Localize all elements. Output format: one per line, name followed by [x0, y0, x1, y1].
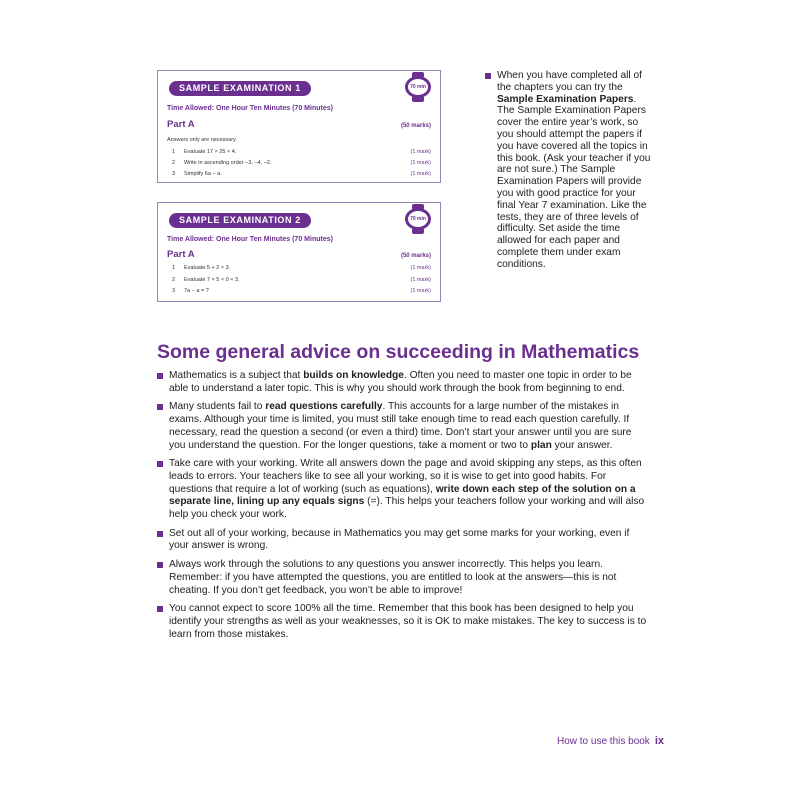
- exam-card-header: [158, 71, 440, 101]
- tip-paragraph: [497, 70, 654, 271]
- question-row: [167, 288, 431, 298]
- answers-note: Answers only are necessary.: [167, 137, 237, 143]
- bullet-icon: [157, 531, 163, 537]
- question-text: Simplify 6a − a.: [184, 171, 222, 177]
- question-number: 2: [172, 277, 176, 283]
- time-allowed: Time Allowed: One Hour Ten Minutes (70 Minutes): [167, 236, 333, 243]
- question-marks: (1 mark): [410, 265, 431, 271]
- tip-bold-text: Sample Examination Papers: [497, 93, 634, 105]
- sample-papers-tip: [484, 70, 654, 271]
- stopwatch-icon: [402, 204, 434, 234]
- list-item: Many students fail to read questions carefully. This accounts for a large number of the mistakes in exams. Although your time is limited, you must still take enough time to read each question carefully. If necessary, read the question a second (or even a third) time. Don’t start your answer until you are sure you understand the question. For the longer questions, take a moment or two to plan your answer.: [157, 401, 647, 452]
- page-number: ix: [654, 735, 664, 747]
- part-marks: (50 marks): [400, 253, 431, 259]
- stopwatch-icon: [402, 72, 434, 102]
- question-text: Evaluate 7 × 5 × 0 × 3.: [184, 277, 240, 283]
- tip-text: When you have completed all of the chapters you can try the: [497, 70, 642, 93]
- question-marks: (1 mark): [410, 171, 431, 177]
- time-allowed: Time Allowed: One Hour Ten Minutes (70 Minutes): [167, 105, 333, 112]
- question-text: 7a − a = ?: [184, 288, 209, 294]
- question-marks: (1 mark): [410, 288, 431, 294]
- stopwatch-label: 70 min: [408, 211, 428, 227]
- question-number: 2: [172, 160, 176, 166]
- question-text: Write in ascending order −3, −4, −2.: [184, 160, 272, 166]
- bullet-icon: [157, 373, 163, 379]
- part-marks: (50 marks): [400, 123, 431, 129]
- sample-exam-card-1: [157, 70, 441, 183]
- exam-title-badge: SAMPLE EXAMINATION 1: [169, 81, 311, 96]
- question-marks: (1 mark): [410, 149, 431, 155]
- question-number: 3: [172, 171, 176, 177]
- part-label: Part A: [167, 119, 195, 130]
- bullet-icon: [485, 73, 491, 79]
- list-item: Always work through the solutions to any questions you answer incorrectly. This helps you learn. Remember: if you have attempted the questions, you are entitled to look at the answers—this is not cheating. If you don’t get feedback, you won’t be able to improve!: [157, 559, 647, 597]
- question-number: 3: [172, 288, 176, 294]
- question-row: [167, 171, 431, 181]
- list-item: Mathematics is a subject that builds on knowledge. Often you need to master one topic in order to be able to understand a later topic. This is why you should work through the book from beginning to end.: [157, 370, 647, 395]
- question-marks: (1 mark): [410, 277, 431, 283]
- advice-list: [157, 370, 647, 647]
- part-label: Part A: [167, 249, 195, 260]
- list-item: Take care with your working. Write all answers down the page and avoid skipping any steps, as this often leads to errors. Your teachers like to see all your working, so it is wise to get into good habits. For questions that require a lot of working (such as equations), write down each step of the solution on a separate line, lining up any equals signs (=). This helps your teachers follow your working and will also help you check your work.: [157, 458, 647, 522]
- question-number: 1: [172, 149, 176, 155]
- footer-label: How to use this book: [556, 736, 650, 747]
- sample-exam-card-2: [157, 202, 441, 302]
- page-footer: [557, 735, 664, 747]
- question-row: [167, 277, 431, 287]
- question-marks: (1 mark): [410, 160, 431, 166]
- question-text: Evaluate 5 + 2 × 3.: [184, 265, 231, 271]
- exam-card-header: [158, 203, 440, 233]
- question-number: 1: [172, 265, 176, 271]
- bullet-icon: [157, 562, 163, 568]
- question-row: [167, 265, 431, 275]
- bullet-icon: [157, 404, 163, 410]
- list-item: Set out all of your working, because in Mathematics you may get some marks for your working, even if your answer is wrong.: [157, 528, 647, 553]
- list-item: You cannot expect to score 100% all the time. Remember that this book has been designed to help you identify your strengths as well as your weaknesses, so it is OK to make mistakes. The key to success is to learn from those mistakes.: [157, 603, 647, 641]
- bullet-icon: [157, 606, 163, 612]
- exam-title-badge: SAMPLE EXAMINATION 2: [169, 213, 311, 228]
- question-row: [167, 149, 431, 159]
- tip-text: . The Sample Examination Papers cover the entire year’s work, so you should attempt the papers if you have covered all the topics in this book. (Ask your teacher if you are not sure.) The Sample Examination Papers will provide you with good practice for your final Year 7 examination. Like the tests, they are of three levels of difficulty. Set aside the time allowed for each paper and complete them under exam conditions.: [497, 93, 651, 270]
- bullet-icon: [157, 461, 163, 467]
- stopwatch-label: 70 min: [408, 79, 428, 95]
- question-row: [167, 160, 431, 170]
- question-text: Evaluate 17 × 25 × 4.: [184, 149, 237, 155]
- section-heading: Some general advice on succeeding in Mathematics: [157, 341, 640, 363]
